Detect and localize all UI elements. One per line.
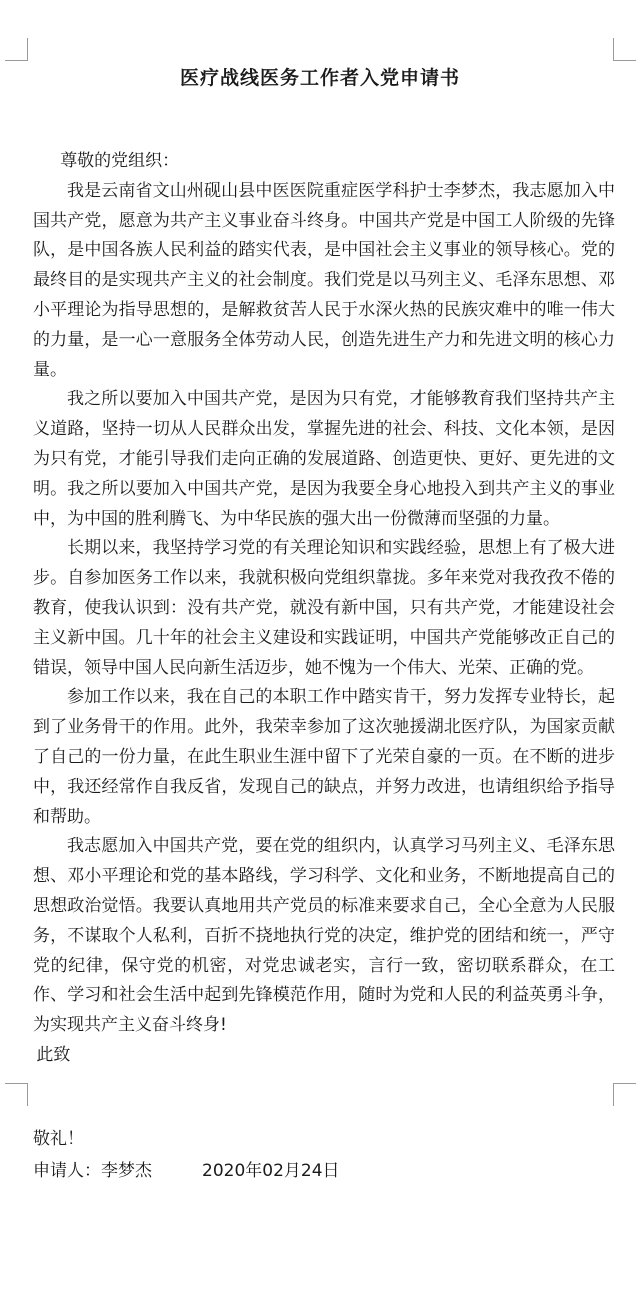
paragraph-3: 长期以来，我坚持学习党的有关理论知识和实践经验，思想上有了极大进步。自参加医务工作以来，我就积极向党组织靠拢。多年来党对我孜孜不倦的教育，使我认识到：没有共产党，就没有新中国，只有共产党，才能建设社会主义新中国。几十年的社会主义建设和实践证明，中国共产党能够改正自己的错误，领导中国人民向新生活迈步，她不愧为一个伟大、光荣、正确的党。 [33, 538, 615, 678]
crop-mark-bottom-left [5, 1083, 28, 1106]
closing-phrase: 此致 [36, 1044, 71, 1065]
salutation: 尊敬的党组织： [60, 151, 180, 171]
crop-mark-bottom-right [613, 1083, 636, 1106]
crop-mark-top-left [5, 38, 28, 61]
document-title: 医疗战线医务工作者入党申请书 [179, 67, 460, 89]
letter-body [33, 147, 615, 1071]
applicant-name: 申请人：李梦杰 [33, 1161, 152, 1181]
paragraph-2: 我之所以要加入中国共产党，是因为只有党，才能够教育我们坚持共产主义道路，坚持一切从人民群众出发，掌握先进的社会、科技、文化本领，是因为只有党，才能引导我们走向正确的发展道路、创造更快、更好、更先进的文明。我之所以要加入中国共产党，是因为我要全身心地投入到共产主义的事业中，为中国的胜利腾飞、为中华民族的强大出一份微薄而坚强的力量。 [33, 389, 615, 529]
crop-mark-top-right [613, 38, 636, 61]
paragraph-5: 我志愿加入中国共产党，要在党的组织内，认真学习马列主义、毛泽东思想、邓小平理论和党的基本路线，学习科学、文化和业务，不断地提高自己的思想政治觉悟。我要认真地用共产党员的标准来要求自己，全心全意为人民服务，不谋取个人私利，百折不挠地执行党的决定，维护党的团结和统一，严守党的纪律，保守党的机密，对党忠诚老实，言行一致，密切联系群众，在工作、学习和社会生活中起到先锋模范作用，随时为党和人民的利益英勇斗争，为实现共产主义奋斗终身! [33, 836, 615, 1036]
signature-line [33, 1157, 593, 1186]
respect-line: 敬礼！ [33, 1129, 84, 1149]
paragraph-1: 我是云南省文山州砚山县中医医院重症医学科护士李梦杰，我志愿加入中国共产党，愿意为共产主义事业奋斗终身。中国共产党是中国工人阶级的先锋队，是中国各族人民利益的踏实代表，是中国社会主义事业的领导核心。党的最终目的是实现共产主义的社会制度。我们党是以马列主义、毛泽东思想、邓小平理论为指导思想的，是解救贫苦人民于水深火热的民族灾难中的唯一伟大的力量，是一心一意服务全体劳动人民，创造先进生产力和先进文明的核心力量。 [33, 180, 615, 380]
paragraph-4: 参加工作以来，我在自己的本职工作中踏实肯干，努力发挥专业特长，起到了业务骨干的作用。此外，我荣幸参加了这次驰援湖北医疗队，为国家贡献了自己的一份力量，在此生职业生涯中留下了光荣自豪的一页。在不断的进步中，我还经常作自我反省，发现自己的缺点，并努力改进，也请组织给予指导和帮助。 [33, 687, 615, 827]
application-date: 2020年02月24日 [202, 1161, 340, 1181]
